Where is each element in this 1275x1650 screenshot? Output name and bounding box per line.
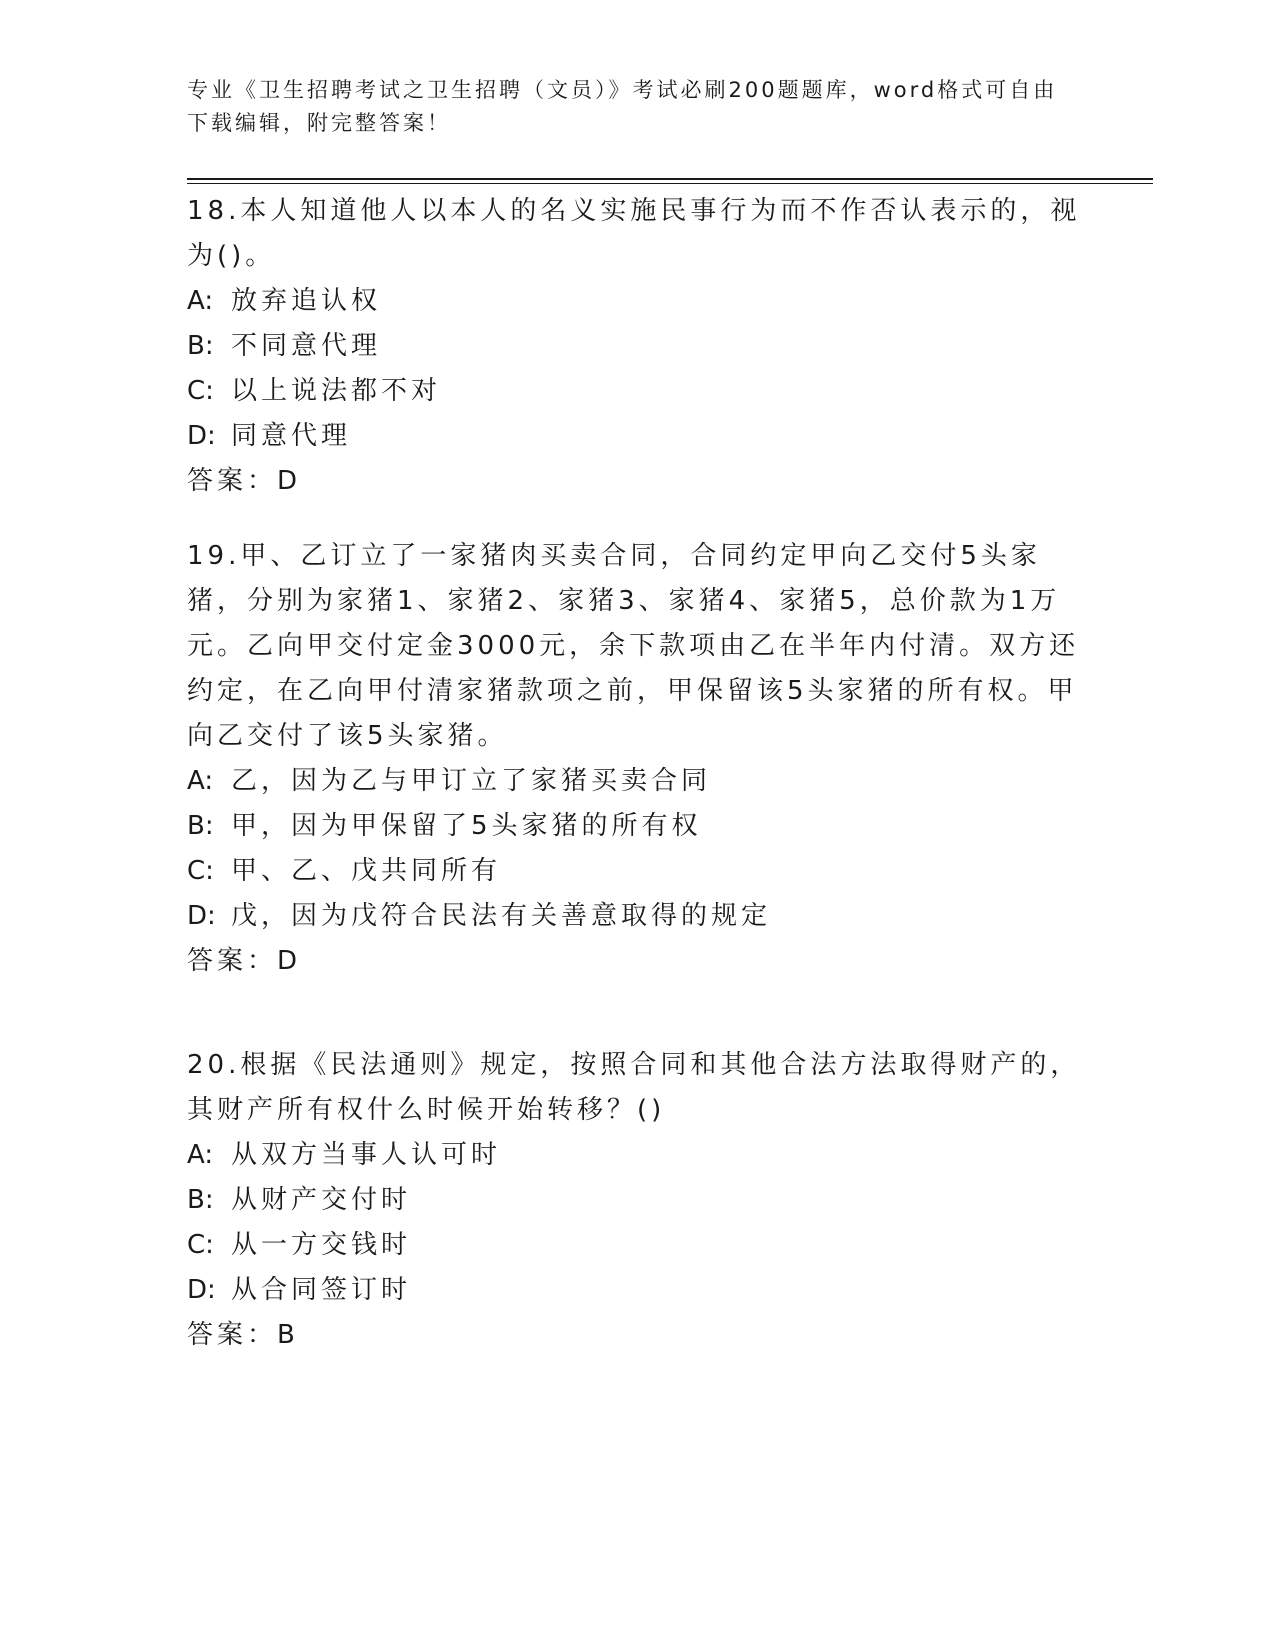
option-c [187, 369, 1087, 414]
option-c [187, 849, 1087, 894]
option-text: 戊，因为戊符合民法有关善意取得的规定 [231, 901, 772, 931]
option-text: 甲、乙、戊共同所有 [231, 856, 502, 886]
option-text: 以上说法都不对 [231, 376, 442, 406]
option-a [187, 1133, 1087, 1178]
option-d [187, 894, 1087, 939]
header-rule-top [187, 178, 1153, 180]
option-text: 从合同签订时 [231, 1275, 412, 1305]
option-text: 乙，因为乙与甲订立了家猪买卖合同 [231, 766, 712, 796]
option-letter: B: [187, 1185, 214, 1215]
question-19 [187, 534, 1087, 984]
option-letter: C: [187, 856, 214, 886]
option-d [187, 1268, 1087, 1313]
question-stem: 19.甲、乙订立了一家猪肉买卖合同，合同约定甲向乙交付5头家猪，分别为家猪1、家猪2、家猪3、家猪4、家猪5，总价款为1万元。乙向甲交付定金3000元，余下款项由乙在半年内付清。双方还约定，在乙向甲付清家猪款项之前，甲保留该5头家猪的所有权。甲向乙交付了该5头家猪。 [187, 541, 1080, 751]
answer-label: 答案： [187, 466, 278, 496]
option-letter: A: [187, 766, 214, 796]
option-text: 从双方当事人认可时 [231, 1140, 502, 1170]
option-letter: B: [187, 811, 214, 841]
option-b [187, 1178, 1087, 1223]
option-letter: D: [187, 421, 216, 451]
option-b [187, 324, 1087, 369]
option-d [187, 414, 1087, 459]
question-stem: 18.本人知道他人以本人的名义实施民事行为而不作否认表示的，视为()。 [187, 196, 1081, 271]
question-stem: 20.根据《民法通则》规定，按照合同和其他合法方法取得财产的，其财产所有权什么时候开始转移？() [187, 1050, 1081, 1125]
answer-value: B [277, 1320, 295, 1350]
document-header: 专业《卫生招聘考试之卫生招聘（文员）》考试必刷200题题库，word格式可自由下载编辑，附完整答案！ [187, 78, 1058, 135]
option-text: 放弃追认权 [231, 286, 382, 316]
answer-label: 答案： [187, 1320, 278, 1350]
option-text: 从财产交付时 [231, 1185, 412, 1215]
option-letter: A: [187, 286, 214, 316]
option-letter: C: [187, 376, 214, 406]
answer-value: D [277, 466, 298, 496]
option-letter: B: [187, 331, 214, 361]
answer-line [187, 939, 1087, 984]
option-text: 同意代理 [231, 421, 352, 451]
option-letter: C: [187, 1230, 214, 1260]
question-20 [187, 1043, 1087, 1358]
answer-line [187, 1313, 1087, 1358]
option-a [187, 279, 1087, 324]
answer-line [187, 459, 1087, 504]
question-18 [187, 189, 1087, 504]
option-letter: A: [187, 1140, 214, 1170]
answer-label: 答案： [187, 946, 278, 976]
option-text: 不同意代理 [231, 331, 382, 361]
option-b [187, 804, 1087, 849]
option-text: 甲，因为甲保留了5头家猪的所有权 [231, 811, 702, 841]
answer-value: D [277, 946, 298, 976]
header-rule-bottom [187, 183, 1153, 184]
option-c [187, 1223, 1087, 1268]
option-a [187, 759, 1087, 804]
option-letter: D: [187, 901, 216, 931]
option-text: 从一方交钱时 [231, 1230, 412, 1260]
option-letter: D: [187, 1275, 216, 1305]
